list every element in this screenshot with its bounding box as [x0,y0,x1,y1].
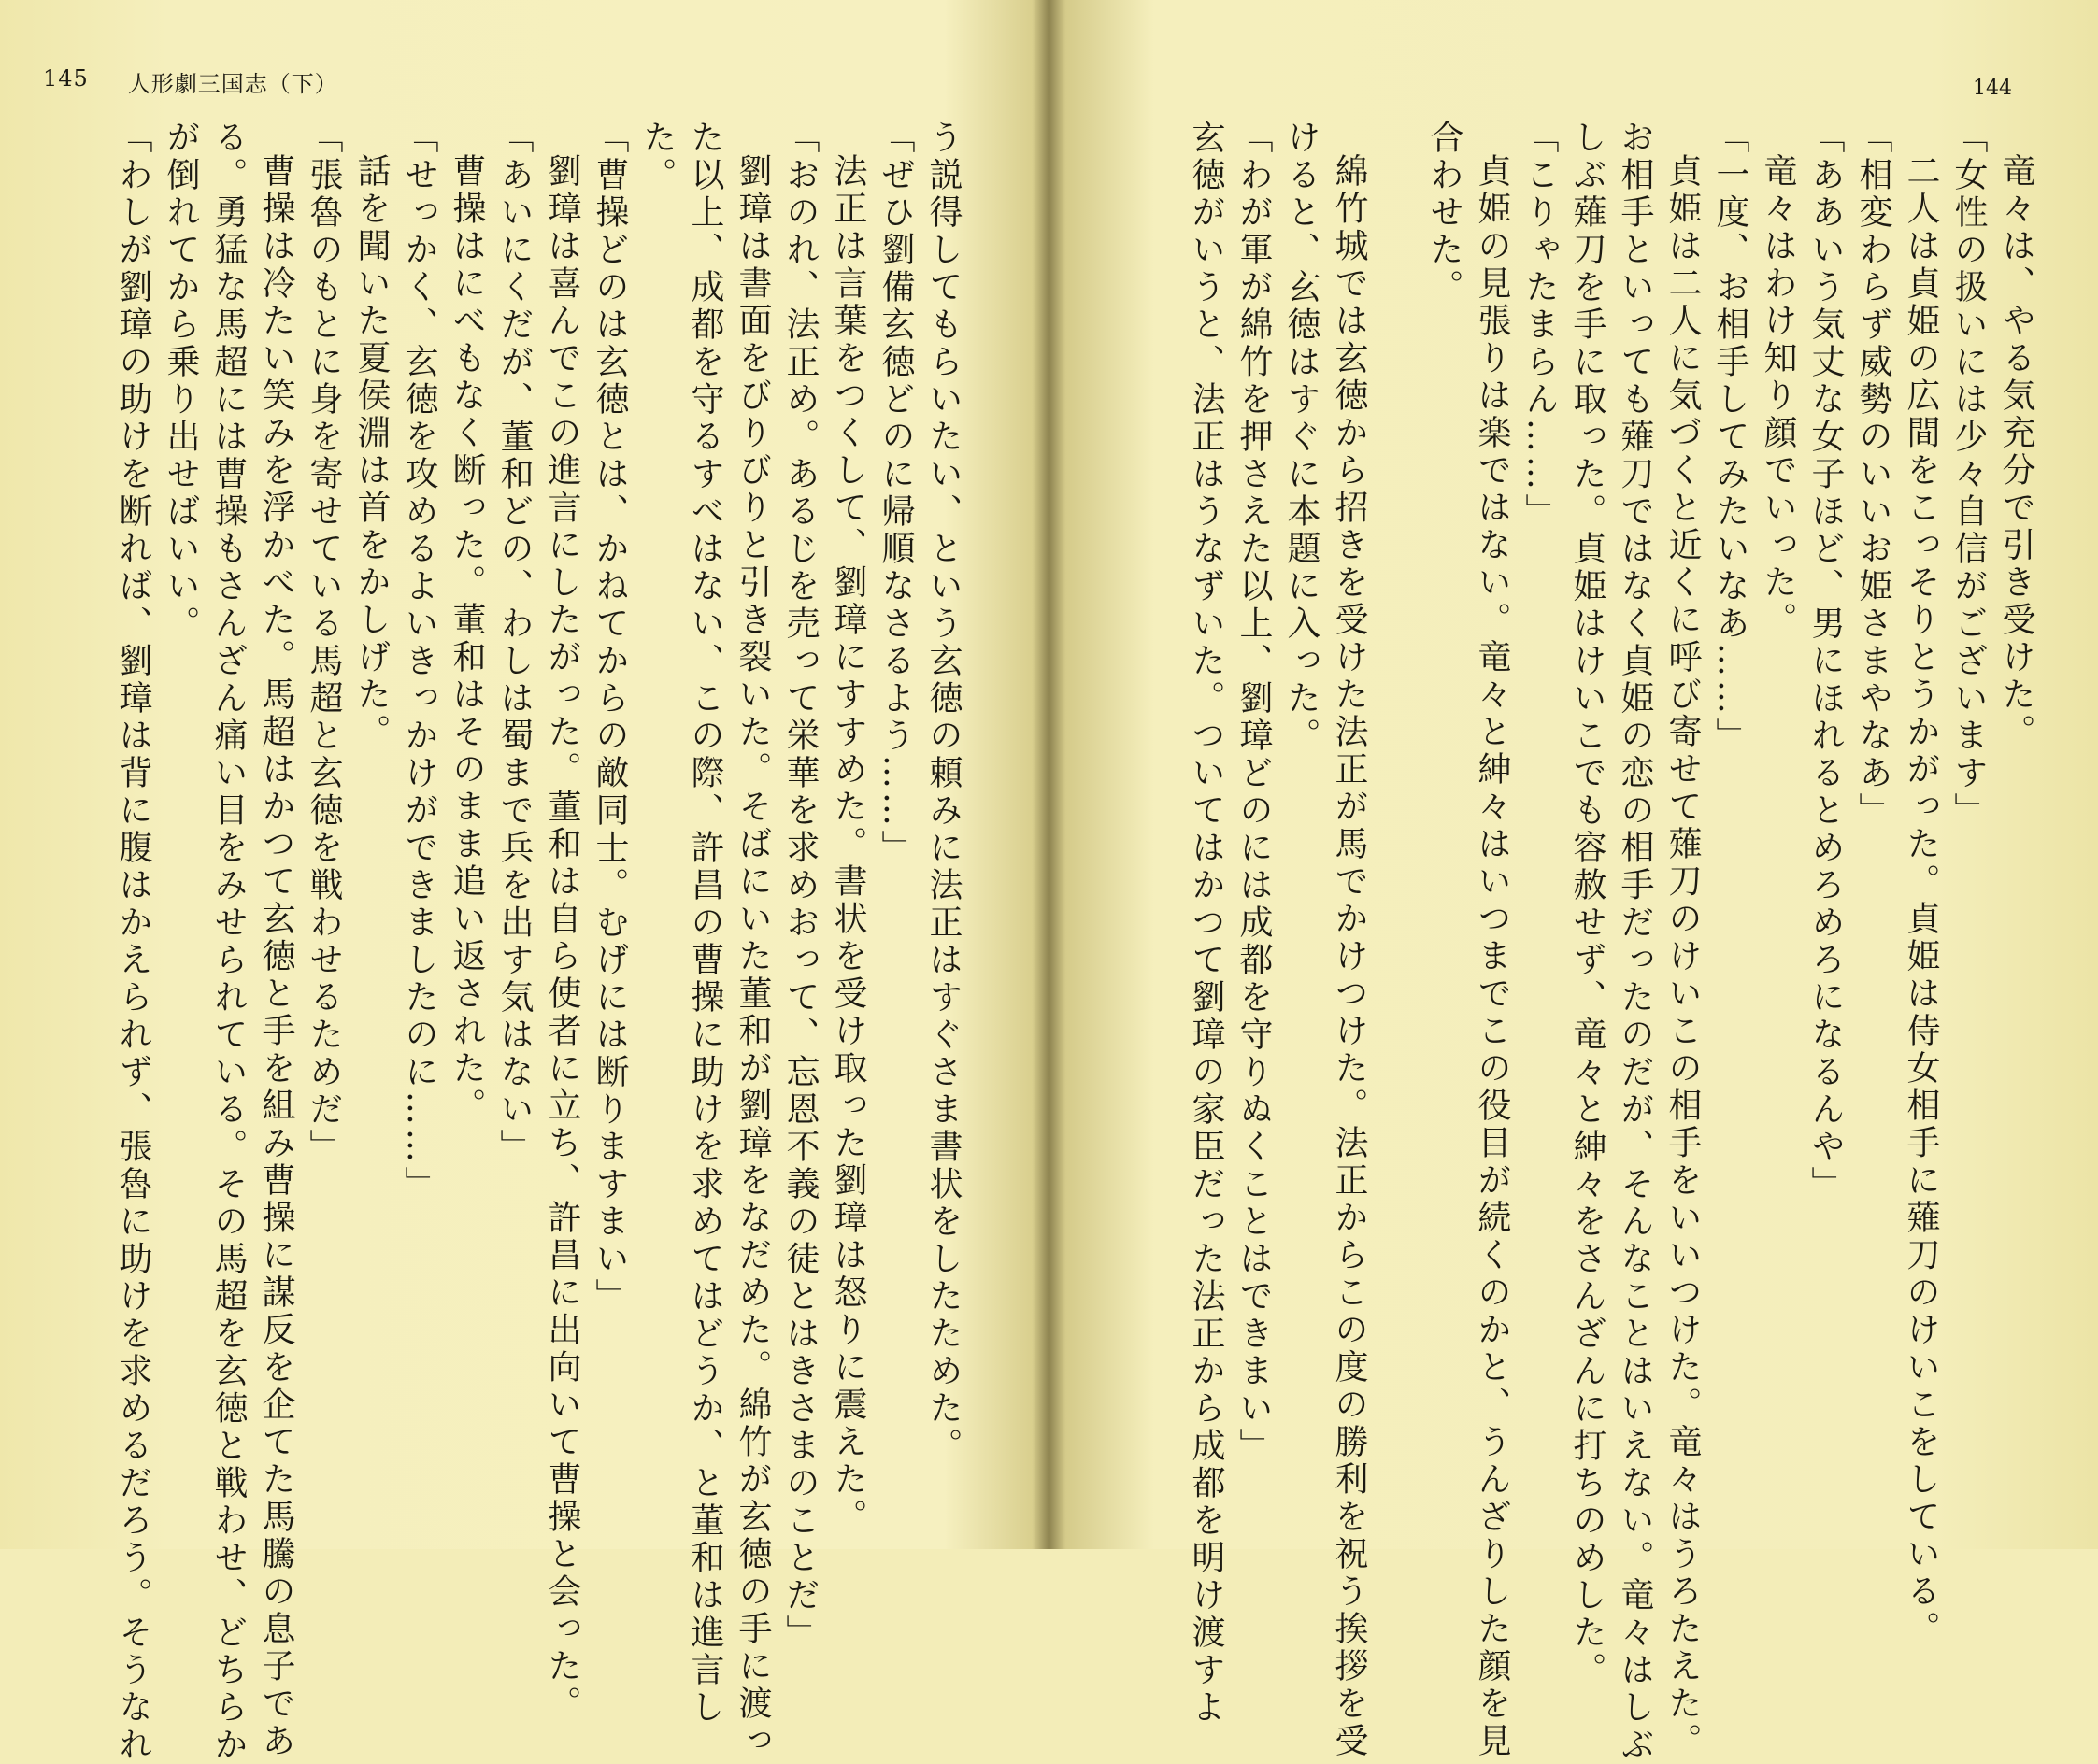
text-line: 「あいにくだが、董和どの、わしは蜀まで兵を出す気はない」 [495,120,534,1166]
text-line: た。 [638,120,677,194]
left-page-number: 145 [43,65,89,92]
text-line: 合わせた。 [1425,120,1463,306]
text-line: 竜々は、やる気充分で引き受けた。 [1997,153,2035,751]
text-line: 綿竹城では玄徳から招きを受けた法正が馬でかけつけた。法正からこの度の勝利を祝う挨拶を受 [1330,153,1368,1760]
text-line: 「ぜひ劉備玄徳どのに帰順なさるよう……」 [877,120,915,867]
text-line: 「わしが劉璋の助けを断れば、劉璋は背に腹はかえられず、張魯に助けを求めるだろう。そうなれ [114,120,152,1764]
text-line: 曹操は冷たい笑みを浮かべた。馬超はかつて玄徳と手を組み曹操に謀反を企てた馬騰の息子であ [257,153,295,1760]
text-line: 「女性の扱いには少々自信がございます」 [1949,120,1988,830]
text-line: けると、玄徳はすぐに本題に入った。 [1282,120,1320,755]
running-head: 人形劇三国志（下） [127,71,338,97]
text-line: 貞姫の見張りは楽ではない。竜々と紳々はいつまでこの役目が続くのかと、うんざりした顔を見 [1473,153,1511,1760]
text-line: 「一度、お相手してみたいなあ……」 [1711,120,1749,755]
text-line: が倒れてから乗り出せばいい。 [162,120,200,643]
text-line: 「わが軍が綿竹を押さえた以上、劉璋どのには成都を守りぬくことはできまい」 [1235,120,1273,1465]
text-line: 「ああいう気丈な女子ほど、男にほれるとめろめろになるんや」 [1806,120,1845,1203]
left-page-header [43,65,338,98]
left-page-body-text [109,120,967,1764]
text-line: 劉璋は喜んでこの進言にしたがった。董和は自ら使者に立ち、許昌に出向いて曹操と会った。 [543,153,581,1723]
text-line: 「こりゃたまらん……」 [1520,120,1559,531]
text-line: お相手といっても薙刀ではなく貞姫の恋の相手だったのだが、そんなことはいえない。竜々はしぶ [1616,120,1654,1764]
right-page-number: 144 [1973,77,2012,100]
text-line [1373,120,1420,1512]
text-line: 話を聞いた夏侯淵は首をかしげた。 [352,153,391,751]
text-line: 貞姫は二人に気づくと近くに呼び寄せて薙刀のけいこの相手をいいつけた。竜々はうろたえた。 [1663,153,1702,1760]
text-line: 竜々はわけ知り顔でいった。 [1759,153,1797,639]
text-line: 「せっかく、玄徳を攻めるよいきっかけができましたのに……」 [400,120,438,1203]
text-line: 玄徳がいうと、法正はうなずいた。ついてはかつて劉璋の家臣だった法正から成都を明け渡すよ [1187,120,1225,1727]
right-page-header [1973,77,2012,100]
right-page-body-text [1182,120,2040,1764]
right-page [1051,0,2098,1764]
text-line: う説得してもらいたい、という玄徳の頼みに法正はすぐさま書状をしたためた。 [924,120,963,1465]
text-line: 曹操はにべもなく断った。董和はそのまま追い返された。 [448,153,486,1125]
text-line: 「おのれ、法正め。あるじを売って栄華を求めおって、忘恩不義の徒とはきさまのことだ」 [781,120,820,1652]
text-line: 劉璋は書面をびりびりと引き裂いた。そばにいた董和が劉璋をなだめた。綿竹が玄徳の手に渡っ [734,153,772,1760]
text-line: しぶ薙刀を手に取った。貞姫はけいこでも容赦せず、竜々と紳々をさんざんに打ちのめした。 [1568,120,1606,1689]
text-line: た以上、成都を守るすべはない、この際、許昌の曹操に助けを求めてはどうか、と董和は進言し [686,120,724,1727]
text-line: 法正は言葉をつくして、劉璋にすすめた。書状を受け取った劉璋は怒りに震えた。 [829,153,867,1536]
left-page [0,0,1037,1764]
text-line: 「張魯のもとに身を寄せている馬超と玄徳を戦わせるためだ」 [305,120,343,1166]
text-line: 「曹操どのは玄徳とは、かねてからの敵同士。むげには断りますまい」 [591,120,629,1316]
text-line: 二人は貞姫の広間をこっそりとうかがった。貞姫は侍女相手に薙刀のけいこをしている。 [1902,153,1940,1648]
text-line: 「相変わらず威勢のいいお姫さまやなあ」 [1854,120,1892,830]
text-line: る。勇猛な馬超には曹操もさんざん痛い目をみせられている。その馬超を玄徳と戦わせ、どちらか [209,120,248,1764]
